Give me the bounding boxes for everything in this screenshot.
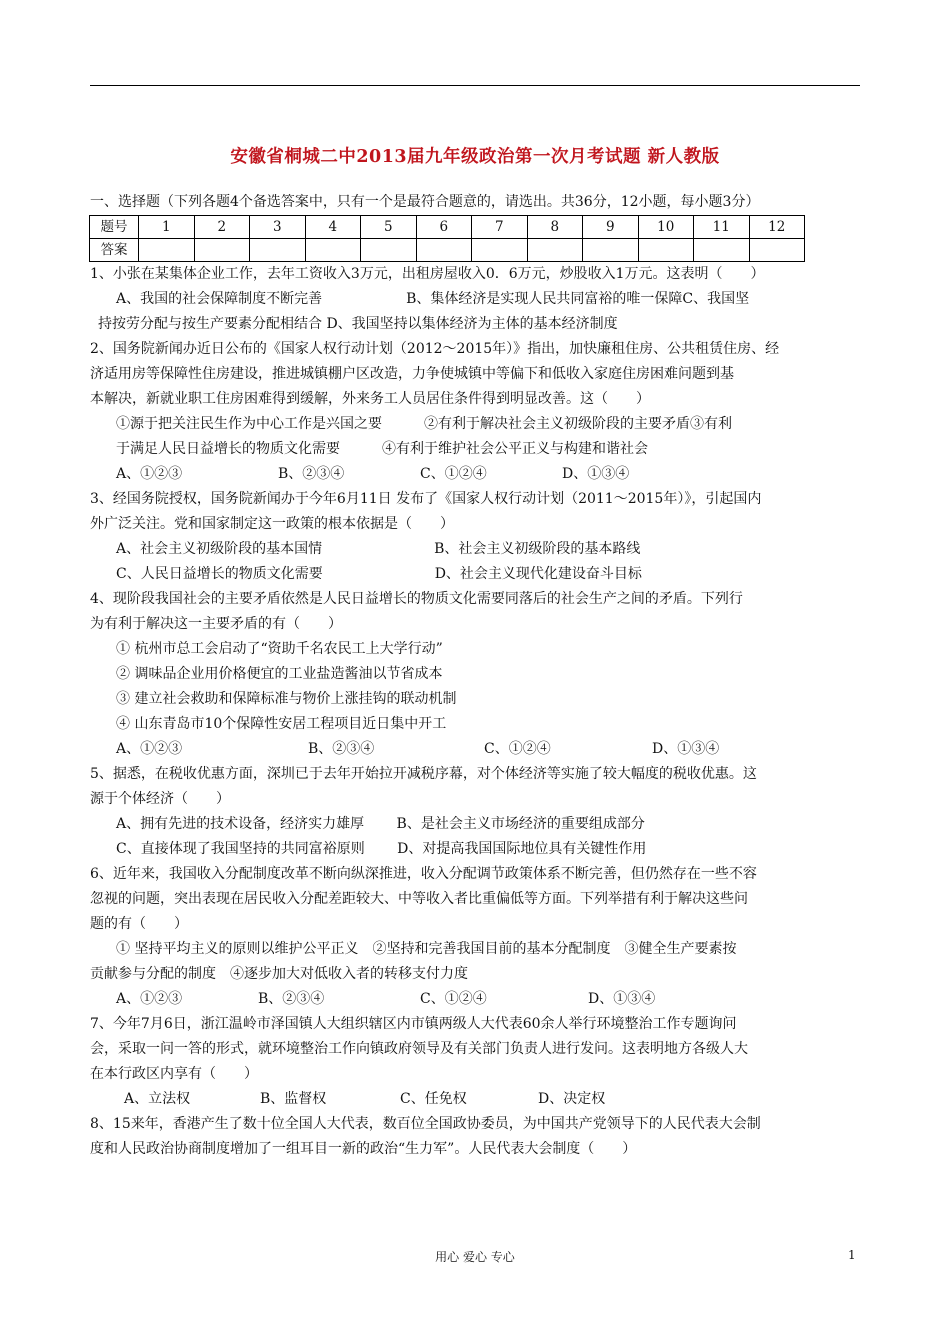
table-cell: 8 [527,216,583,239]
table-label: 答案 [90,239,139,262]
answer-table [89,215,805,262]
question-5-stem: 源于个体经济（ ） [90,791,230,807]
footer-motto: 用心 爱心 专心 [435,1250,515,1264]
answer-cell [361,239,417,262]
page-number: 1 [848,1248,856,1262]
table-label: 题号 [90,216,139,239]
question-7-stem: 在本行政区内享有（ ） [90,1066,258,1082]
choice-d: D、①③④ [652,741,720,757]
question-4-statement: ① 杭州市总工会启动了“资助千名农民工上大学行动” [116,641,443,657]
answer-cell [416,239,472,262]
choice-c: C、①②④ [420,466,487,482]
question-4-stem: 4、现阶段我国社会的主要矛盾依然是人民日益增长的物质文化需要同落后的社会生产之间的矛盾。下列行 [90,591,743,607]
question-2-stem: 本解决，新就业职工住房困难得到缓解，外来务工人员居住条件得到明显改善。这（ ） [90,391,650,407]
section-heading: 一、选择题（下列各题4个备选答案中，只有一个是最符合题意的，请选出。共36分，12小题，每小题3分） [90,194,760,210]
answer-cell [638,239,694,262]
table-cell: 6 [416,216,472,239]
question-2-statements: 于满足人民日益增长的物质文化需要 ④有利于维护社会公平正义与构建和谐社会 [116,441,648,457]
answer-cell [472,239,528,262]
table-cell: 3 [250,216,306,239]
question-8-stem: 度和人民政治协商制度增加了一组耳目一新的政治“生力军”。人民代表大会制度（ ） [90,1141,637,1157]
question-4-statement: ② 调味品企业用价格便宜的工业盐造酱油以节省成本 [116,666,443,682]
question-1-options: 持按劳分配与按生产要素分配相结合 D、我国坚持以集体经济为主体的基本经济制度 [98,316,618,332]
choice-b: B、②③④ [308,741,375,757]
answer-cell [749,239,805,262]
table-cell: 7 [472,216,528,239]
choice-c: C、①②④ [420,991,487,1007]
question-4-statement: ③ 建立社会救助和保障标准与物价上涨挂钩的联动机制 [116,691,457,707]
question-6-stem: 题的有（ ） [90,916,188,932]
question-5-options: C、直接体现了我国坚持的共同富裕原则 D、对提高我国国际地位具有关键性作用 [116,841,647,857]
question-3-options: A、社会主义初级阶段的基本国情 B、社会主义初级阶段的基本路线 [116,541,641,557]
choice-a: A、立法权 [124,1091,191,1107]
question-8-stem: 8、15来年，香港产生了数十位全国人大代表，数百位全国政协委员，为中国共产党领导下的人民代表大会制 [90,1116,761,1132]
question-3-options: C、人民日益增长的物质文化需要 D、社会主义现代化建设奋斗目标 [116,566,642,582]
choice-b: B、②③④ [278,466,345,482]
question-1-stem: 1、小张在某集体企业工作，去年工资收入3万元，出租房屋收入0．6万元，炒股收入1万元。这表明（ ） [90,266,765,282]
question-7-stem: 会，采取一问一答的形式，就环境整治工作向镇政府领导及有关部门负责人进行发问。这表明地方各级人大 [90,1041,748,1057]
answer-cell [694,239,750,262]
table-cell: 9 [583,216,639,239]
choice-a: A、①②③ [116,466,183,482]
choice-a: A、①②③ [116,991,183,1007]
table-cell: 10 [638,216,694,239]
question-5-stem: 5、据悉，在税收优惠方面，深圳已于去年开始拉开减税序幕，对个体经济等实施了较大幅度的税收优惠。这 [90,766,757,782]
question-3-stem: 外广泛关注。党和国家制定这一政策的根本依据是（ ） [90,516,454,532]
choice-d: D、①③④ [588,991,656,1007]
question-6-choices [90,987,862,1012]
table-cell: 5 [361,216,417,239]
question-2-choices [90,462,862,487]
table-row-numbers [90,216,805,239]
question-2-stem: 济适用房等保障性住房建设，推进城镇棚户区改造，力争使城镇中等偏下和低收入家庭住房困难问题到基 [90,366,734,382]
choice-a: A、①②③ [116,741,183,757]
question-3-stem: 3、经国务院授权，国务院新闻办于今年6月11日 发布了《国家人权行动计划（2011～2015年）》，引起国内 [90,491,762,507]
answer-cell [194,239,250,262]
table-cell: 2 [194,216,250,239]
table-cell: 1 [139,216,195,239]
question-5-options: A、拥有先进的技术设备，经济实力雄厚 B、是社会主义市场经济的重要组成部分 [116,816,645,832]
choice-d: D、①③④ [562,466,630,482]
answer-cell [527,239,583,262]
question-4-choices [90,737,862,762]
question-6-statements: ① 坚持平均主义的原则以维护公平正义 ②坚持和完善我国目前的基本分配制度 ③健全生产要素按 [116,941,737,957]
question-1-options: A、我国的社会保障制度不断完善 B、集体经济是实现人民共同富裕的唯一保障C、我国坚 [116,291,750,307]
table-cell: 4 [305,216,361,239]
exam-content [90,190,862,1162]
question-7-choices [90,1087,862,1112]
answer-cell [583,239,639,262]
question-6-stem: 忽视的问题，突出表现在居民收入分配差距较大、中等收入者比重偏低等方面。下列举措有利于解决这些问 [90,891,748,907]
question-7-stem: 7、今年7月6日，浙江温岭市泽国镇人大组织辖区内市镇两级人大代表60余人举行环境整治工作专题询问 [90,1016,737,1032]
question-2-stem: 2、国务院新闻办近日公布的《国家人权行动计划（2012～2015年）》指出，加快廉租住房、公共租赁住房、经 [90,341,780,357]
question-4-statement: ④ 山东青岛市10个保障性安居工程项目近日集中开工 [116,716,447,732]
question-2-statements: ①源于把关注民生作为中心工作是兴国之要 ②有利于解决社会主义初级阶段的主要矛盾③有利 [116,416,732,432]
table-row-answers [90,239,805,262]
choice-c: C、任免权 [400,1091,467,1107]
table-cell: 11 [694,216,750,239]
table-cell: 12 [749,216,805,239]
answer-cell [250,239,306,262]
choice-d: D、决定权 [538,1091,606,1107]
question-4-stem: 为有利于解决这一主要矛盾的有（ ） [90,616,342,632]
answer-cell [305,239,361,262]
answer-cell [139,239,195,262]
question-6-statements: 贡献参与分配的制度 ④逐步加大对低收入者的转移支付力度 [90,966,468,982]
choice-b: B、监督权 [260,1091,327,1107]
choice-b: B、②③④ [258,991,325,1007]
choice-c: C、①②④ [484,741,551,757]
question-6-stem: 6、近年来，我国收入分配制度改革不断向纵深推进，收入分配调节政策体系不断完善，但仍然存在一些不容 [90,866,757,882]
header-rule [90,85,860,86]
page-title: 安徽省桐城二中2013届九年级政治第一次月考试题 新人教版 [230,147,720,167]
